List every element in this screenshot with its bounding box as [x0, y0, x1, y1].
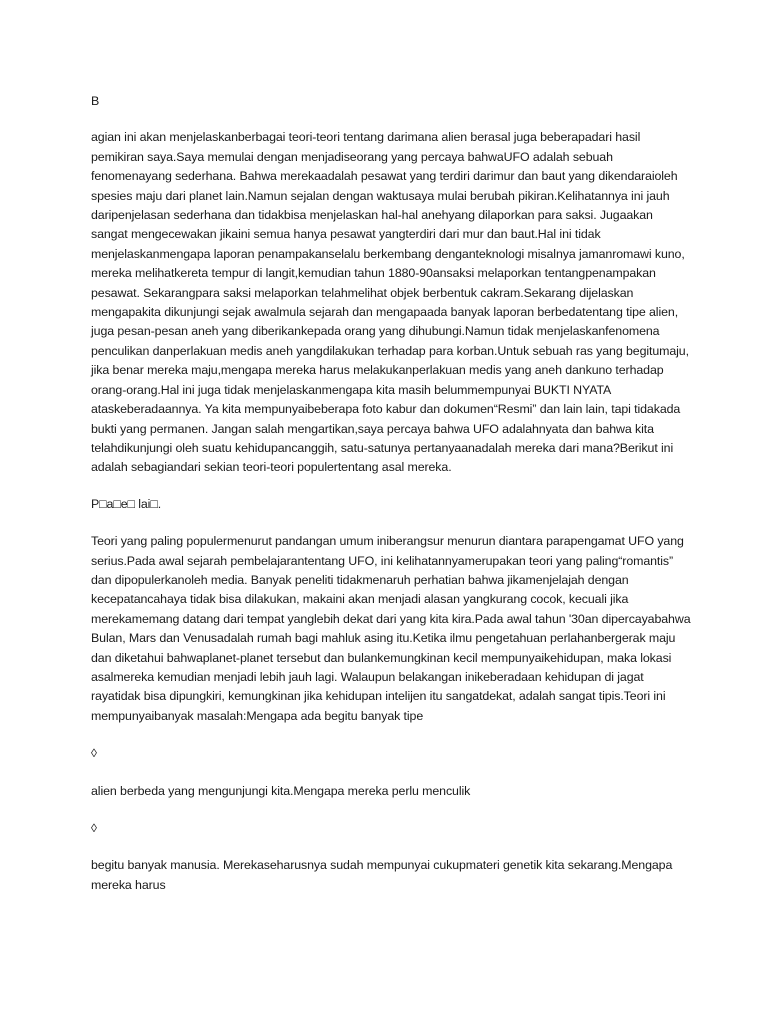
- bullet-paragraph-1: alien berbeda yang mengunjungi kita.Mengapa mereka perlu menculik: [91, 783, 471, 798]
- bullet-paragraph-2: begitu banyak manusia. Merekaseharusnya sudah mempunyai cukupmateri genetik kita sekarang.Mengapa mereka harus: [91, 858, 673, 892]
- intro-paragraph: agian ini akan menjelaskanberbagai teori-teori tentang darimana alien berasal juga beberapadari hasil pemikiran saya.Saya memulai dengan menjadiseorang yang percaya bahwaUFO adalah sebuah fenomenayang sederhana. Bahwa merekaadalah pesawat yang terdiri darimur dan baut yang dikendaraioleh spesies maju dari planet lain.Namun sejalan dengan waktusaya mulai berubah pikiran.Kelihatannya ini jauh daripenjelasan sederhana dan tidakbisa menjelaskan hal-hal anehyang dilaporkan para saksi. Jugaakan sangat mengecewakan jikaini semua hanya pesawat yangterdiri dari mur dan baut.Hal ini tidak menjelaskanmengapa laporan penampakanselalu berkembang denganteknologi misalnya jamanromawi kuno, mereka melihatkereta tempur di langit,kemudian tahun 1880-90ansaksi melaporkan tentangpenampakan pesawat. Sekarangpara saksi melaporkan telahmelihat objek berbentuk cakram.Sekarang dijelaskan mengapakita dikunjungi sejak awalmula sejarah dan mengapaada banyak laporan berbedatentang tipe alien, juga pesan-pesan aneh yang diberikankepada orang yang dihubungi.Namun tidak menjelaskanfenomena penculikan danperlakuan medis aneh yangdilakukan terhadap para korban.Untuk sebuah ras yang begitumaju, jika benar mereka maju,mengapa mereka harus melakukanperlakuan medis yang aneh dankuno terhadap orang-orang.Hal ini juga tidak menjelaskanmengapa kita masih belummempunyai BUKTI NYATA ataskeberadaannya. Ya kita mempunyaibeberapa foto kabur dan dokumen“Resmi” dan lain lain, tapi tidakada bukti yang permanen. Jangan salah mengartikan,saya percaya bahwa UFO adalahnyata dan bahwa kita telahdikunjungi oleh suatu kehidupancanggih, satu-satunya pertanyaanadalah mereka dari mana?Berikut ini adalah sebagiandari sekian teori-teori populertentang asal mereka.: [91, 130, 689, 475]
- section-heading: P□a□e□ lai□.: [91, 496, 162, 511]
- theory-paragraph: Teori yang paling populermenurut pandangan umum iniberangsur menurun diantara parapengamat UFO yang serius.Pada awal sejarah pembelajarantentang UFO, ini kelihatannyamerupakan teori yang paling“romantis” dan dipopulerkanoleh media. Banyak peneliti tidakmenaruh perhatian bahwa jikamenjelajah dengan kecepatancahaya tidak bisa dilakukan, makaini akan menjadi alasan yangkurang cocok, kecuali jika merekamemang datang dari tempat yanglebih dekat dari yang kita kira.Pada awal tahun '30an dipercayabahwa Bulan, Mars dan Venusadalah rumah bagi mahluk asing itu.Ketika ilmu pengetahuan perlahanbergerak maju dan diketahui bahwaplanet-planet tersebut dan bulankemungkinan kecil mempunyaikehidupan, maka lokasi asalmereka kemudian menjadi lebih jauh lagi. Walaupun belakangan inikeberadaan kehidupan di jagat rayatidak bisa dipungkiri, kemungkinan jika kehidupan intelijen itu sangatdekat, adalah sangat tipis.Teori ini mempunyaibanyak masalah:Mengapa ada begitu banyak tipe: [91, 534, 691, 723]
- document-page: [91, 92, 691, 895]
- drop-letter: B: [91, 94, 100, 108]
- diamond-bullet-icon: ◊: [91, 821, 97, 835]
- diamond-bullet-icon: ◊: [91, 746, 97, 761]
